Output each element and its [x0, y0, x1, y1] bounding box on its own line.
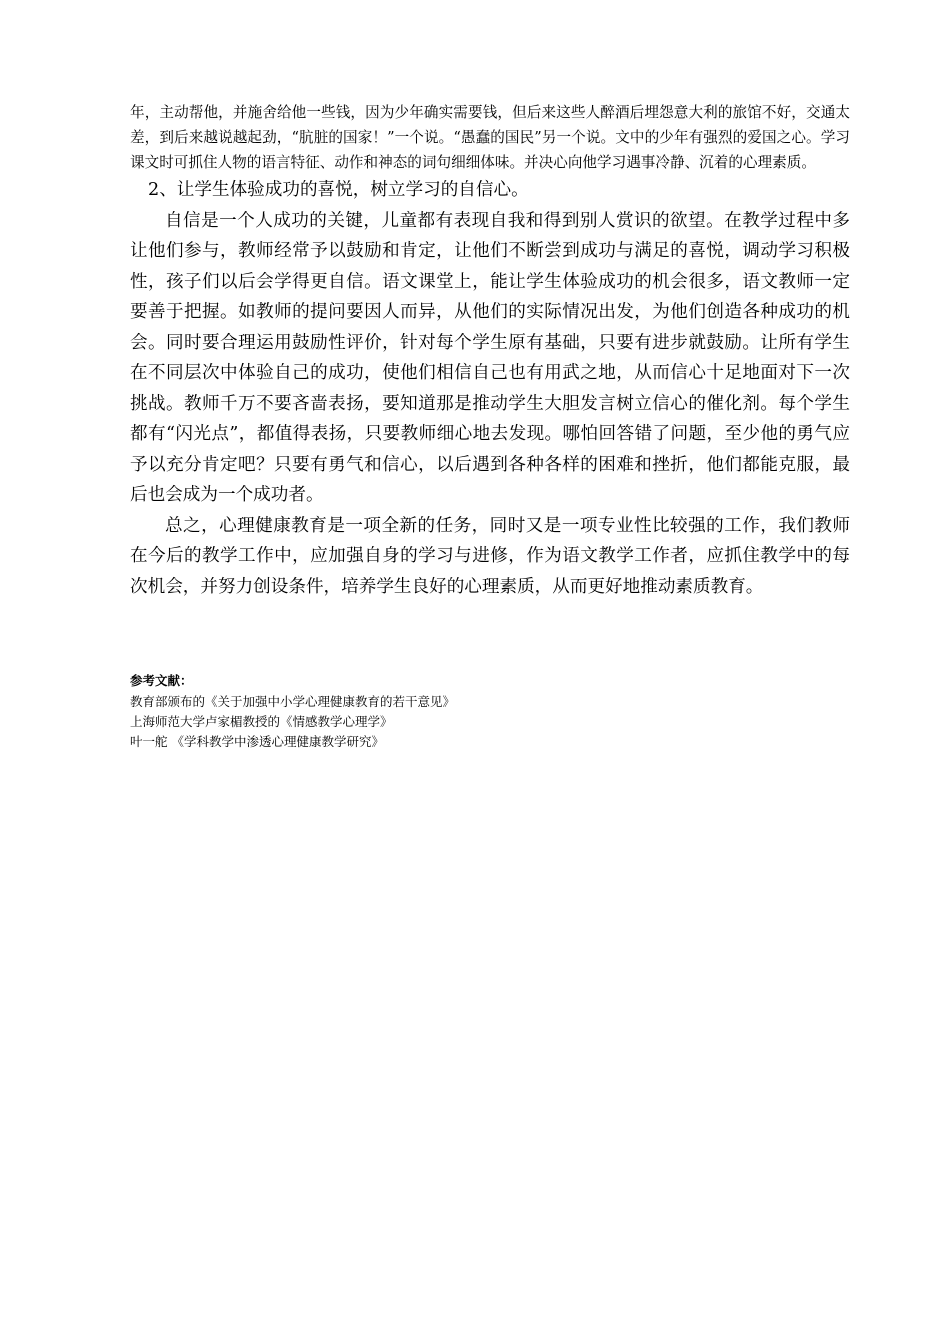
references-title: 参考文献：	[130, 673, 193, 688]
document-body	[130, 100, 850, 602]
reference-item: 上海师范大学卢家楣教授的《情感教学心理学》	[130, 714, 393, 729]
body-paragraph: 自信是一个人成功的关键，儿童都有表现自我和得到别人赏识的欲望。在教学过程中多让他们参与，教师经常予以鼓励和肯定，让他们不断尝到成功与满足的喜悦，调动学习积极性，孩子们以后会学得更自信。语文课堂上，能让学生体验成功的机会很多，语文教师一定要善于把握。如教师的提问要因人而异，从他们的实际情况出发，为他们创造各种成功的机会。同时要合理运用鼓励性评价，针对每个学生原有基础，只要有进步就鼓励。让所有学生在不同层次中体验自己的成功，使他们相信自己也有用武之地，从而信心十足地面对下一次挑战。教师千万不要吝啬表扬，要知道那是推动学生大胆发言树立信心的催化剂。每个学生都有“闪光点”，都值得表扬，只要教师细心地去发现。哪怕回答错了问题，至少他的勇气应予以充分肯定吧？只要有勇气和信心，以后遇到各种各样的困难和挫折，他们都能克服，最后也会成为一个成功者。	[130, 210, 850, 505]
intro-paragraph: 年，主动帮他，并施舍给他一些钱，因为少年确实需要钱，但后来这些人醉酒后埋怨意大利的旅馆不好，交通太差，到后来越说越起劲，“肮脏的国家！”一个说。“愚蠢的国民”另一个说。文中的少年有强烈的爱国之心。学习课文时可抓住人物的语言特征、动作和神态的词句细细体味。并决心向他学习遇事冷静、沉着的心理素质。	[130, 104, 850, 171]
section-heading: 2、让学生体验成功的喜悦，树立学习的自信心。	[148, 180, 529, 200]
reference-item: 叶一舵 《学科教学中渗透心理健康教学研究》	[130, 734, 384, 749]
references-section	[130, 671, 850, 752]
conclusion-paragraph: 总之，心理健康教育是一项全新的任务，同时又是一项专业性比较强的工作，我们教师在今后的教学工作中，应加强自身的学习与进修，作为语文教学工作者，应抓住教学中的每次机会，并努力创设条件，培养学生良好的心理素质，从而更好地推动素质教育。	[130, 515, 850, 597]
reference-item: 教育部颁布的《关于加强中小学心理健康教育的若干意见》	[130, 694, 456, 709]
